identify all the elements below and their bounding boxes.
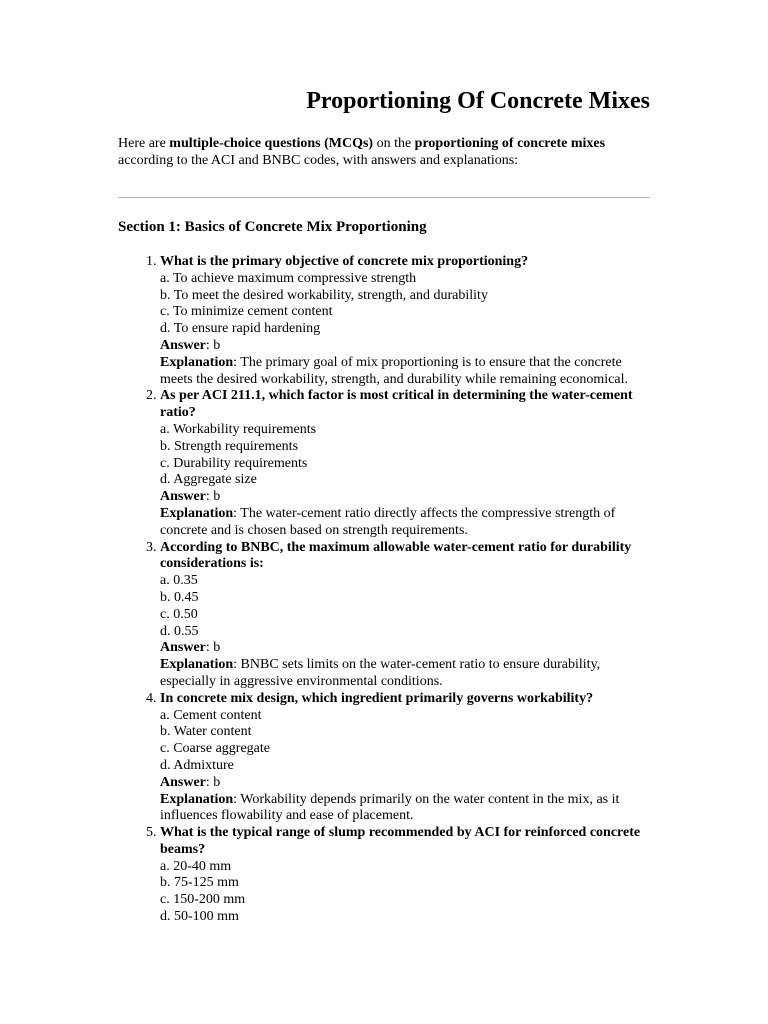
answer-value: : b	[205, 774, 221, 790]
question-text: 4. In concrete mix design, which ingredient primarily governs workability?	[160, 690, 594, 706]
question-text: 2. As per ACI 211.1, which factor is most critical in determining the water-cement ratio?	[160, 388, 633, 421]
horizontal-divider	[118, 197, 650, 198]
option-c: c. Durability requirements	[160, 455, 308, 471]
option-a: a. Workability requirements	[160, 421, 317, 437]
explanation-label: Explanation	[160, 791, 234, 807]
option-b: b. Water content	[160, 724, 252, 740]
answer-line	[160, 775, 650, 792]
option-b: b. Strength requirements	[160, 438, 299, 454]
question-list	[118, 254, 650, 926]
option-d: d. 50-100 mm	[160, 909, 239, 925]
explanation-text: : The water-cement ratio directly affects the compressive strength of concrete and is chosen based on strength requirements.	[160, 505, 616, 538]
answer-label: Answer	[160, 337, 206, 353]
question-item	[160, 388, 650, 539]
answer-value: : b	[205, 640, 221, 656]
question-text: 1. What is the primary objective of concrete mix proportioning?	[160, 254, 529, 269]
explanation-text: : Workability depends primarily on the water content in the mix, as it influences flowability and ease of placement.	[160, 791, 620, 824]
option-a: a. To achieve maximum compressive strength	[160, 270, 417, 286]
explanation-label: Explanation	[160, 657, 234, 673]
question-item	[160, 825, 650, 926]
option-a: a. 0.35	[160, 573, 198, 589]
question-item	[160, 691, 650, 825]
option-b: b. To meet the desired workability, strength, and durability	[160, 287, 488, 303]
question-text: 3. According to BNBC, the maximum allowable water-cement ratio for durability considerations is:	[160, 539, 632, 572]
answer-line	[160, 489, 650, 506]
answer-label: Answer	[160, 489, 206, 505]
answer-line	[160, 338, 650, 355]
option-c: c. 0.50	[160, 606, 198, 622]
question-item	[160, 254, 650, 388]
option-a: a. Cement content	[160, 707, 262, 723]
option-c: c. To minimize cement content	[160, 304, 333, 320]
question-text: 5. What is the typical range of slump recommended by ACI for reinforced concrete beams?	[160, 825, 641, 857]
explanation-line	[160, 506, 650, 540]
explanation-line	[160, 792, 650, 826]
intro-text-3: according to the ACI and BNBC codes, with answers and explanations:	[118, 153, 519, 168]
option-c: c. Coarse aggregate	[160, 741, 270, 757]
answer-value: : b	[205, 337, 221, 353]
explanation-label: Explanation	[160, 354, 234, 370]
explanation-line	[160, 657, 650, 691]
answer-value: : b	[205, 489, 221, 505]
explanation-label: Explanation	[160, 505, 234, 521]
intro-bold-topic: proportioning of concrete mixes	[414, 136, 606, 151]
option-a: a. 20-40 mm	[160, 858, 232, 874]
option-c: c. 150-200 mm	[160, 892, 246, 908]
intro-text-1: Here are	[118, 136, 170, 151]
answer-label: Answer	[160, 640, 206, 656]
question-item	[160, 540, 650, 691]
option-d: d. To ensure rapid hardening	[160, 321, 321, 337]
explanation-text: : The primary goal of mix proportioning is to ensure that the concrete meets the desired workability, strength, and durability while remaining economical.	[160, 354, 628, 387]
option-d: d. Aggregate size	[160, 472, 257, 488]
intro-text-2: on the	[373, 136, 415, 151]
intro-bold-mcqs: multiple-choice questions (MCQs)	[169, 136, 374, 151]
option-d: d. Admixture	[160, 757, 234, 773]
option-b: b. 75-125 mm	[160, 875, 239, 891]
section-heading: Section 1: Basics of Concrete Mix Proportioning	[118, 219, 427, 235]
explanation-text: : BNBC sets limits on the water-cement ratio to ensure durability, especially in aggressive environmental conditions.	[160, 657, 601, 689]
option-b: b. 0.45	[160, 589, 199, 605]
page-title: Proportioning Of Concrete Mixes	[306, 88, 650, 114]
answer-line	[160, 640, 650, 657]
intro-paragraph	[118, 135, 650, 169]
answer-label: Answer	[160, 774, 206, 790]
explanation-line	[160, 355, 650, 389]
option-d: d. 0.55	[160, 623, 199, 639]
